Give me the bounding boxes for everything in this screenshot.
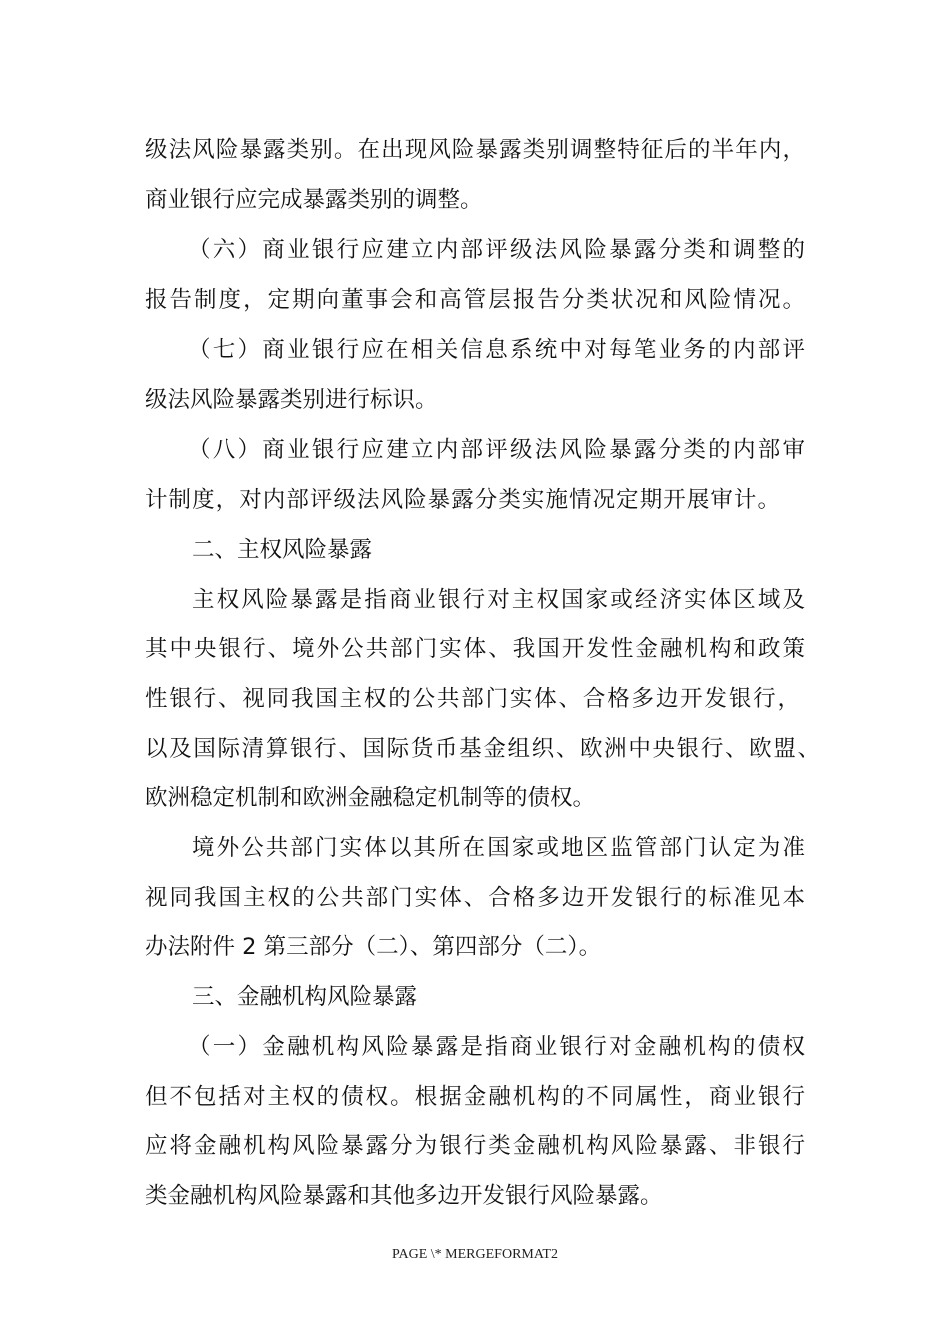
paragraph-line: 主权风险暴露是指商业银行对主权国家或经济实体区域及: [192, 587, 805, 613]
paragraph-line: 级法风险暴露类别进行标识。: [145, 387, 438, 413]
section-heading: 二、主权风险暴露: [192, 537, 373, 563]
page-footer: PAGE \* MERGEFORMAT2: [392, 1247, 558, 1262]
paragraph-line: 但不包括对主权的债权。根据金融机构的不同属性，商业银行: [145, 1084, 805, 1110]
paragraph-line: 其中央银行、境外公共部门实体、我国开发性金融机构和政策: [145, 636, 805, 662]
paragraph-line: 类金融机构风险暴露和其他多边开发银行风险暴露。: [145, 1183, 663, 1209]
paragraph-line: 境外公共部门实体以其所在国家或地区监管部门认定为准: [192, 835, 805, 861]
paragraph-line: 以及国际清算银行、国际货币基金组织、欧洲中央银行、欧盟、: [145, 736, 820, 762]
paragraph-line: 视同我国主权的公共部门实体、合格多边开发银行的标准见本: [145, 885, 805, 911]
paragraph-line: 级法风险暴露类别。在出现风险暴露类别调整特征后的半年内，: [145, 137, 805, 163]
paragraph-line: （七）商业银行应在相关信息系统中对每笔业务的内部评: [188, 337, 805, 363]
paragraph-line: 性银行、视同我国主权的公共部门实体、合格多边开发银行，: [145, 686, 800, 712]
paragraph-line: （八）商业银行应建立内部评级法风险暴露分类的内部审: [188, 437, 805, 463]
paragraph-line: （一）金融机构风险暴露是指商业银行对金融机构的债权: [188, 1034, 805, 1060]
paragraph-line: 办法附件 2 第三部分（二）、第四部分（二）。: [145, 934, 602, 960]
paragraph-line: 计制度，对内部评级法风险暴露分类实施情况定期开展审计。: [145, 487, 780, 513]
paragraph-line: 欧洲稳定机制和欧洲金融稳定机制等的债权。: [145, 785, 596, 811]
section-heading: 三、金融机构风险暴露: [192, 984, 418, 1010]
paragraph-line: 报告制度，定期向董事会和高管层报告分类状况和风险情况。: [145, 287, 805, 313]
paragraph-line: 商业银行应完成暴露类别的调整。: [145, 187, 483, 213]
paragraph-line: 应将金融机构风险暴露分为银行类金融机构风险暴露、非银行: [145, 1133, 805, 1159]
paragraph-line: （六）商业银行应建立内部评级法风险暴露分类和调整的: [188, 237, 805, 263]
